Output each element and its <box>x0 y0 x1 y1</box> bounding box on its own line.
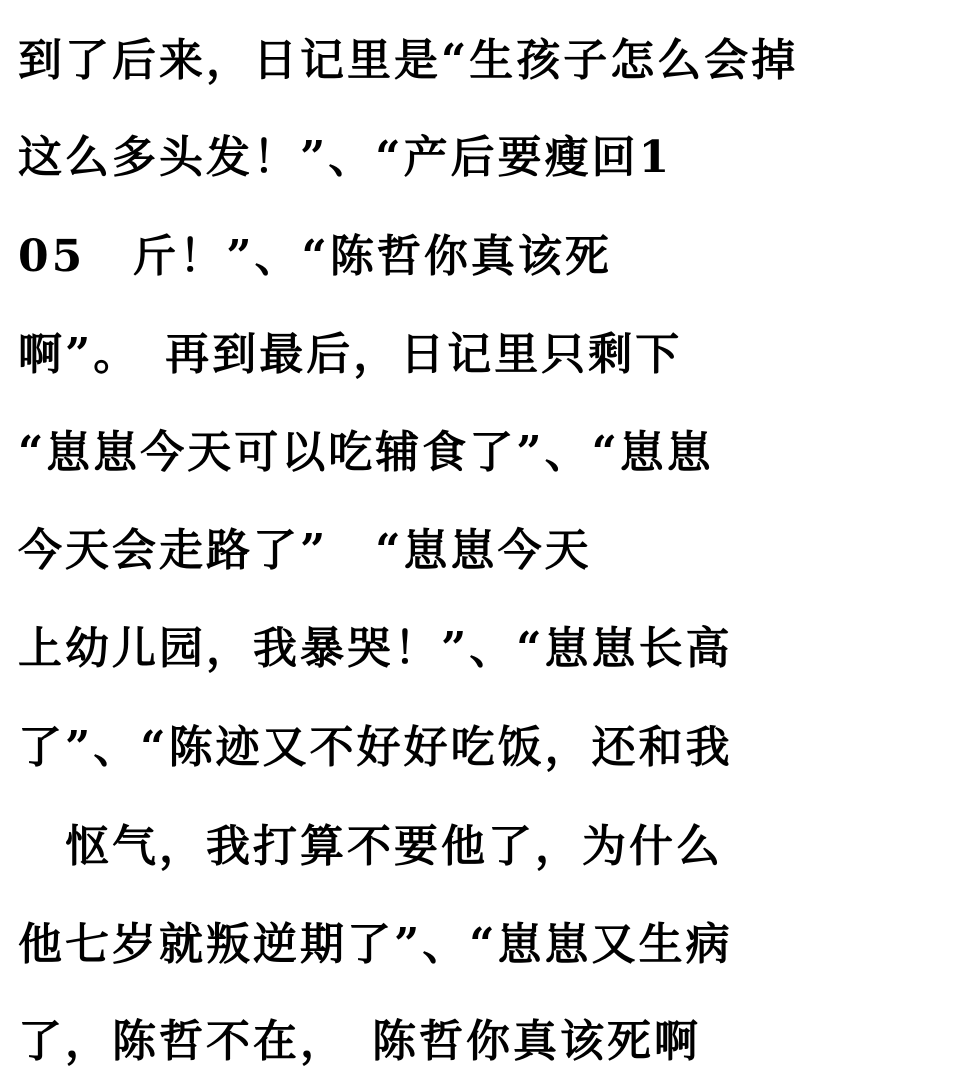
text-line: 他七岁就叛逆期了”、“崽崽又生病 <box>18 919 733 970</box>
text-line: 怄气，我打算不要他了，为什么 <box>18 821 723 872</box>
text-line: 上幼儿园，我暴哭！”、“崽崽长高 <box>18 623 733 674</box>
text-line: 了”、“陈迹又不好好吃饭，还和我 <box>18 722 733 773</box>
text-line: 了，陈哲不在， 陈哲你真该死啊 <box>18 1016 701 1067</box>
text-line: 05 斤！”、“陈哲你真该死 <box>18 231 612 282</box>
text-line: 啊”。 再到最后，日记里只剩下 <box>18 329 683 380</box>
text-line: 到了后来，日记里是“生孩子怎么会掉 <box>18 35 799 86</box>
text-line: 这么多头发！”、“产后要瘦回1 <box>18 132 673 183</box>
text-line: 今天会走路了” “崽崽今天 <box>18 525 592 576</box>
text-line: “崽崽今天可以吃辅食了”、“崽崽 <box>18 427 714 478</box>
